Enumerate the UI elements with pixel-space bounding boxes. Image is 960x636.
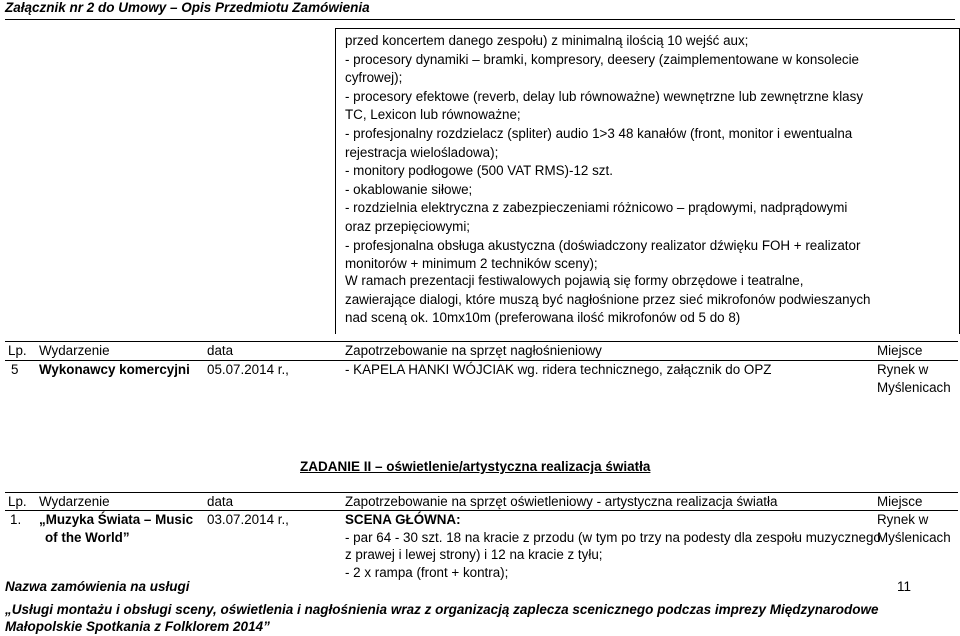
table1-row-lp: 5: [11, 362, 19, 377]
paragraph-line: W ramach prezentacji festiwalowych pojawią się formy obrzędowe i teatralne,: [345, 273, 804, 288]
table1-header-date: data: [207, 343, 234, 358]
footer-title-line: Małopolskie Spotkania z Folklorem 2014”: [5, 619, 270, 634]
footer-title-line: „Usługi montażu i obsługi sceny, oświetlenia i nagłośnienia wraz z organizacją zaplecza scenicznego podczas imprezy Międzynarodowe: [5, 602, 879, 617]
table1-header-event: Wydarzenie: [39, 343, 110, 358]
table2-header-lp: Lp.: [8, 494, 27, 509]
document-header-title: Załącznik nr 2 do Umowy – Opis Przedmiotu Zamówienia: [5, 0, 370, 15]
list-line: - okablowanie siłowe;: [345, 181, 473, 197]
festival-paragraph: [345, 272, 870, 328]
list-line: - procesory efektowe (reverb, delay lub równoważne) wewnętrzne lub zewnętrzne klasy: [345, 88, 864, 104]
table1-header-needs: Zapotrzebowanie na sprzęt nagłośnieniowy: [345, 343, 602, 358]
table2-header-date: data: [207, 494, 234, 509]
list-line: rejestracja wielośladowa);: [345, 144, 499, 160]
table2-row-place: [877, 511, 951, 546]
list-line: - profesjonalny rozdzielacz (spliter) audio 1>3 48 kanałów (front, monitor i ewentualna: [345, 125, 853, 141]
table1-row-place: [877, 361, 951, 396]
table2-row-lp: 1.: [10, 512, 22, 527]
section-title: ZADANIE II – oświetlenie/artystyczna realizacja światła: [300, 459, 651, 474]
table2-header-needs: Zapotrzebowanie na sprzęt oświetleniowy - artystyczna realizacja światła: [345, 494, 778, 509]
table1-row-date: 05.07.2014 r.,: [207, 362, 289, 377]
list-line: - rozdzielnia elektryczna z zabezpieczeniami różnicowo – prądowymi, nadprądowymi: [345, 200, 848, 216]
equipment-list: [345, 32, 863, 274]
list-line: TC, Lexicon lub równoważne;: [345, 107, 521, 123]
list-line: przed koncertem danego zespołu) z minimalną ilością 10 wejść aux;: [345, 33, 749, 48]
header-divider: [5, 19, 955, 20]
event-line: of the World”: [45, 529, 130, 545]
list-line: cyfrowej);: [345, 70, 403, 86]
table2-row-date: 03.07.2014 r.,: [207, 512, 289, 527]
place-line: Myślenicach: [877, 379, 951, 395]
table1-header-lp: Lp.: [8, 343, 27, 358]
list-line: - procesory dynamiki – bramki, kompresory, deesery (zaimplementowane w konsolecie: [345, 51, 860, 67]
needs-line: - par 64 - 30 szt. 18 na kracie z przodu (w tym po trzy na podesty dla zespołu muzycznego: [345, 529, 881, 545]
place-line: Myślenicach: [877, 529, 951, 545]
table2-row-event: [39, 511, 193, 546]
paragraph-line: nad sceną ok. 10mx10m (preferowana ilość mikrofonów od 5 do 8): [345, 310, 741, 326]
table1-header-place: Miejsce: [877, 343, 923, 358]
list-line: oraz przepięciowymi;: [345, 218, 471, 234]
table1-row-needs: - KAPELA HANKI WÓJCIAK wg. ridera technicznego, załącznik do OPZ: [345, 362, 772, 377]
needs-line: - 2 x rampa (front + kontra);: [345, 564, 509, 580]
place-line: Rynek w: [877, 512, 929, 527]
table1-row-event: Wykonawcy komercyjni: [39, 362, 190, 377]
paragraph-line: zawierające dialogi, które muszą być nagłośnione przez sieć mikrofonów podwieszanych: [345, 291, 871, 307]
footer-label: Nazwa zamówienia na usługi: [5, 579, 190, 594]
table2-row-needs: [345, 511, 881, 581]
table2-header-event: Wydarzenie: [39, 494, 110, 509]
needs-line: z prawej i lewej strony) i 12 na kracie z tyłu;: [345, 547, 603, 562]
needs-title: SCENA GŁÓWNA:: [345, 512, 461, 527]
page-number: 11: [897, 579, 912, 594]
event-line: „Muzyka Świata – Music: [39, 512, 194, 527]
list-line: monitorów + minimum 2 techników sceny);: [345, 256, 598, 272]
place-line: Rynek w: [877, 362, 929, 377]
list-line: - profesjonalna obsługa akustyczna (doświadczony realizator dźwięku FOH + realizator: [345, 237, 861, 253]
list-line: - monitory podłogowe (500 VAT RMS)-12 szt.: [345, 163, 613, 179]
table2-header-place: Miejsce: [877, 494, 923, 509]
